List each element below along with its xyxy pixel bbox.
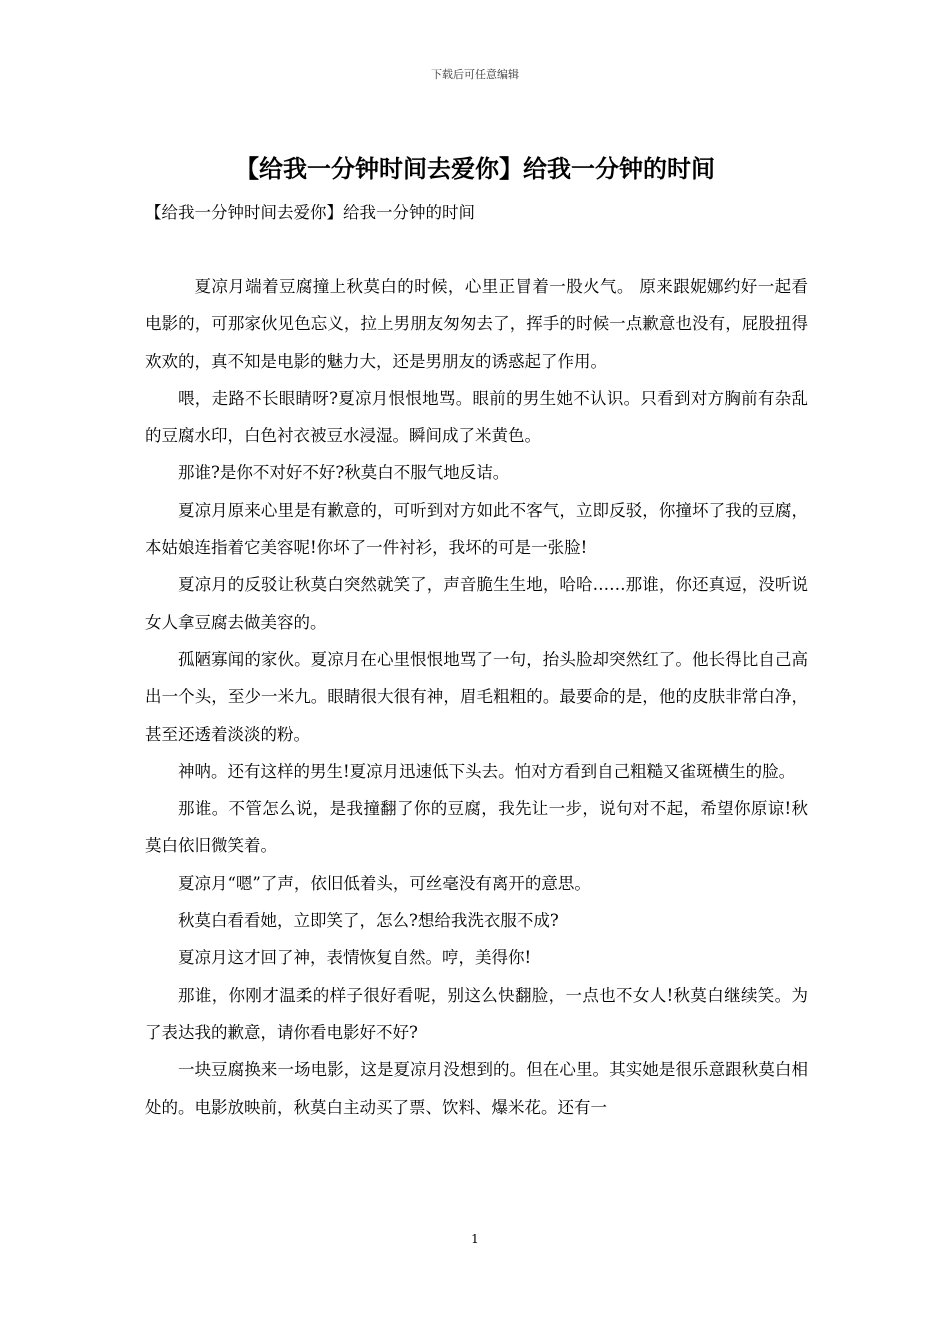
paragraph-2: 喂，走路不长眼睛呀?夏凉月恨恨地骂。眼前的男生她不认识。只看到对方胸前有杂乱的豆腐水印，白色衬衣被豆水浸湿。瞬间成了米黄色。 bbox=[145, 388, 808, 446]
paragraph-13: 一块豆腐换来一场电影，这是夏凉月没想到的。但在心里。其实她是很乐意跟秋莫白相处的。电影放映前，秋莫白主动买了票、饮料、爆米花。还有一 bbox=[145, 1060, 808, 1117]
document-subtitle: 【给我一分钟时间去爱你】给我一分钟的时间 bbox=[145, 203, 475, 222]
paragraph-6: 孤陋寡闻的家伙。夏凉月在心里恨恨地骂了一句，抬头脸却突然红了。他长得比自己高出一个头，至少一米九。眼睛很大很有神，眉毛粗粗的。最要命的是，他的皮肤非常白净，甚至还透着淡淡的粉。 bbox=[145, 649, 808, 744]
paragraph-3: 那谁?是你不对好不好?秋莫白不服气地反诘。 bbox=[178, 463, 510, 483]
body-text bbox=[145, 268, 808, 1126]
paragraph-5: 夏凉月的反驳让秋莫白突然就笑了，声音脆生生地，哈哈……那谁，你还真逗，没听说女人拿豆腐去做美容的。 bbox=[145, 575, 808, 632]
paragraph-11: 夏凉月这才回了神，表情恢复自然。哼，美得你! bbox=[178, 948, 532, 968]
paragraph-1: 夏凉月端着豆腐撞上秋莫白的时候，心里正冒着一股火气。 原来跟妮娜约好一起看电影的，可那家伙见色忘义，拉上男朋友匆匆去了，挥手的时候一点歉意也没有，屁股扭得欢欢的，真不知是电影的魅力大，还是男朋友的诱惑起了作用。 bbox=[145, 277, 808, 371]
paragraph-12: 那谁，你刚才温柔的样子很好看呢，别这么快翻脸，一点也不女人!秋莫白继续笑。为了表达我的歉意，请你看电影好不好? bbox=[145, 985, 808, 1042]
paragraph-4: 夏凉月原来心里是有歉意的，可听到对方如此不客气，立即反驳，你撞坏了我的豆腐，本姑娘连指着它美容呢!你坏了一件衬衫，我坏的可是一张脸! bbox=[145, 500, 808, 558]
paragraph-8: 那谁。不管怎么说，是我撞翻了你的豆腐，我先让一步，说句对不起，希望你原谅!秋莫白依旧微笑着。 bbox=[145, 799, 808, 856]
paragraph-7: 神呐。还有这样的男生!夏凉月迅速低下头去。怕对方看到自己粗糙又雀斑横生的脸。 bbox=[178, 761, 796, 781]
paragraph-10: 秋莫白看看她，立即笑了，怎么?想给我洗衣服不成? bbox=[178, 911, 559, 931]
paragraph-9: 夏凉月“嗯”了声，依旧低着头，可丝毫没有离开的意思。 bbox=[178, 873, 591, 893]
page-number: 1 bbox=[471, 1232, 479, 1246]
document-title: 【给我一分钟时间去爱你】给我一分钟的时间 bbox=[235, 154, 715, 183]
header-note: 下载后可任意编辑 bbox=[431, 68, 519, 81]
